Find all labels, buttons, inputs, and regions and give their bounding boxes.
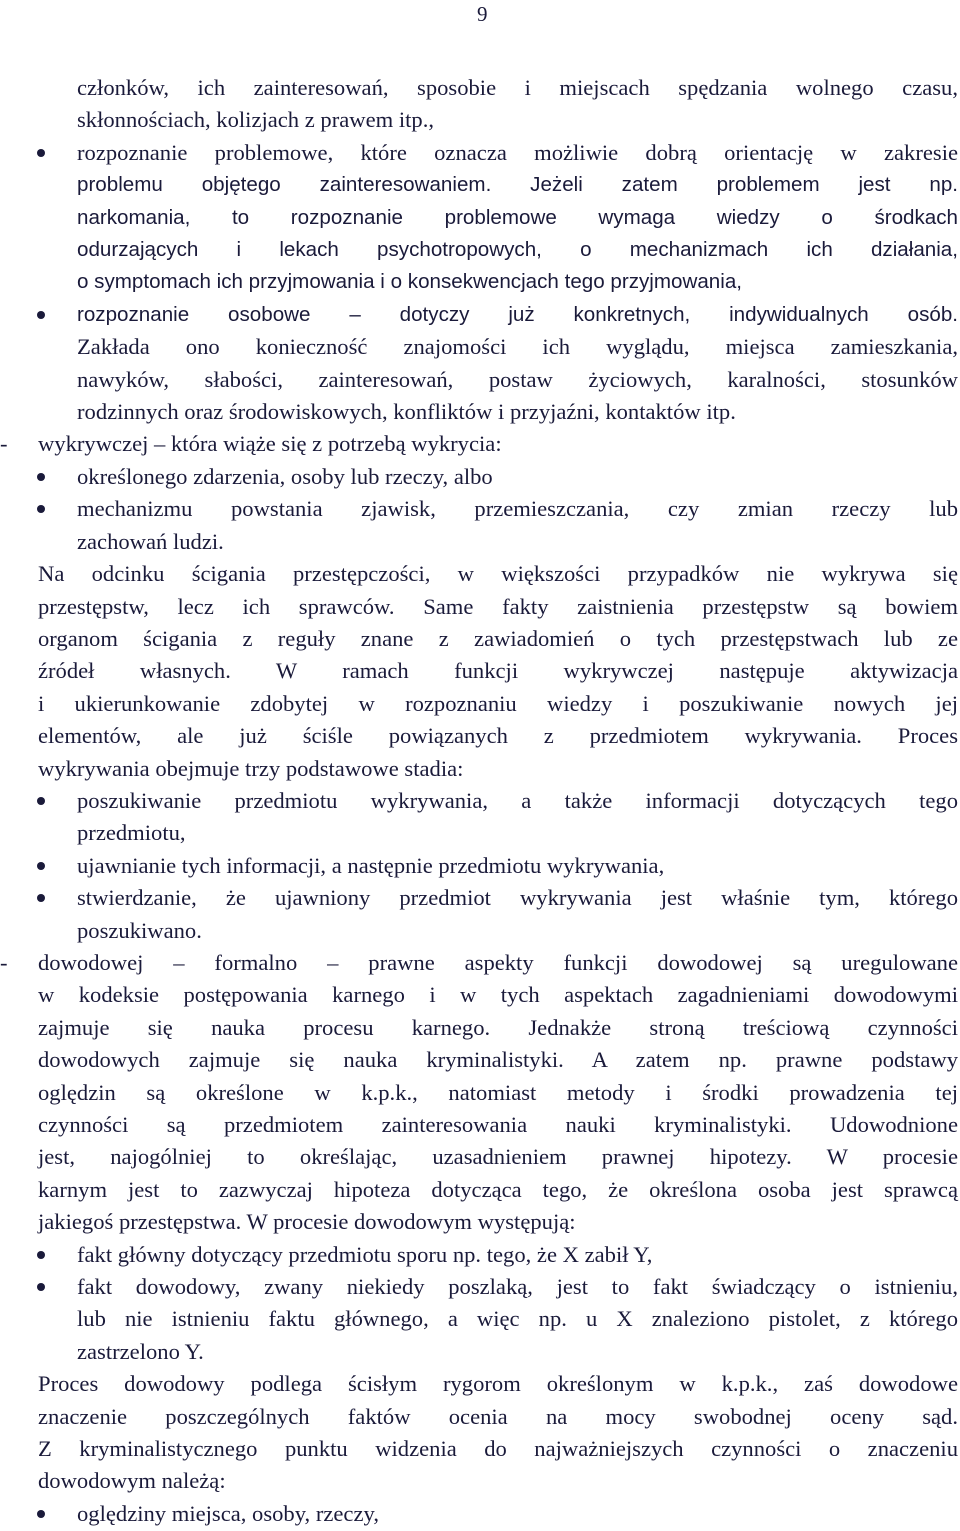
bullet-icon (37, 311, 45, 319)
text-line: w kodeksie postępowania karnego i w tych aspektach zagadnieniami dowodowymi (38, 982, 958, 1008)
text-line: Z kryminalistycznego punktu widzenia do najważniejszych czynności o znaczeniu (38, 1436, 958, 1462)
page-number: 9 (477, 2, 488, 26)
text-line: o symptomach ich przyjmowania i o konsekwencjach tego przyjmowania, (77, 270, 743, 294)
text-line: lub nie istnieniu faktu głównego, a więc np. u X znaleziono pistolet, z którego (77, 1306, 958, 1332)
text-line: dowodowych zajmuje się nauka kryminalistyki. A zatem np. prawne podstawy (38, 1047, 958, 1073)
text-line: zachowań ludzi. (77, 528, 224, 554)
text-line: zastrzelono Y. (77, 1338, 204, 1364)
text-line: jest, najogólniej to określając, uzasadnieniem prawnej hipotezy. W procesie (38, 1144, 958, 1170)
bullet-icon (37, 1251, 45, 1259)
list-item (0, 461, 958, 493)
text-line: jakiegoś przestępstwa. W procesie dowodowym występują: (38, 1209, 576, 1235)
list-item-continuation (0, 72, 958, 137)
text-line: przestępstw, lecz ich sprawców. Same fakty zaistnienia przestępstw są bowiem (38, 593, 958, 619)
list-item (0, 882, 958, 947)
bullet-icon (37, 1510, 45, 1518)
bullet-icon (37, 894, 45, 902)
text-line: znaczenie poszczególnych faktów ocenia na mocy swobodnej oceny sąd. (38, 1403, 958, 1429)
bullet-icon (37, 862, 45, 870)
list-item (0, 1498, 958, 1530)
list-item (0, 785, 958, 850)
text-line: czynności są przedmiotem zainteresowania nauki kryminalistyki. Udowodnione (38, 1112, 958, 1137)
text-line: skłonnościach, kolizjach z prawem itp., (77, 107, 434, 133)
text-line: wykrywczej – która wiąże się z potrzebą wykrycia: (38, 431, 502, 457)
list-item (0, 299, 958, 429)
bullet-icon (37, 797, 45, 805)
text-line: organom ścigania z reguły znane z zawiadomień o tych przestępstwach lub ze (38, 625, 958, 651)
text-line: karnym jest to zazwyczaj hipoteza dotycząca tego, że określona osoba jest sprawcą (38, 1176, 958, 1202)
bullet-icon (37, 149, 45, 157)
text-line: rodzinnych oraz środowiskowych, konfliktów i przyjaźni, kontaktów itp. (77, 399, 736, 425)
text-line: i ukierunkowanie zdobytej w rozpoznaniu wiedzy i poszukiwanie nowych jej (38, 690, 958, 716)
text-line: członków, ich zainteresowań, sposobie i miejscach spędzania wolnego czasu, (77, 75, 958, 100)
text-line: dowodowym należą: (38, 1468, 226, 1494)
text-line: stwierdzanie, że ujawniony przedmiot wykrywania jest właśnie tym, którego (77, 885, 958, 911)
text-line: zajmuje się nauka procesu karnego. Jednakże stroną treściową czynności (38, 1014, 958, 1040)
text-line: źródeł własnych. W ramach funkcji wykrywczej następuje aktywizacja (38, 658, 958, 684)
paragraph (0, 1368, 958, 1498)
text-line: rozpoznanie problemowe, które oznacza możliwie dobrą orientację w zakresie (77, 139, 958, 165)
dash-marker: - (0, 431, 8, 457)
text-line: elementów, ale już ściśle powiązanych z przedmiotem wykrywania. Proces (38, 723, 958, 749)
text-line: oględziny miejsca, osoby, rzeczy, (77, 1500, 379, 1526)
text-line: odurzających i lekach psychotropowych, o mechanizmach ich działania, (77, 238, 958, 262)
text-line: Proces dowodowy podlega ścisłym rygorom określonym w k.p.k., zaś dowodowe (38, 1371, 958, 1397)
text-line: ujawnianie tych informacji, a następnie przedmiotu wykrywania, (77, 852, 665, 878)
text-line: mechanizmu powstania zjawisk, przemieszczania, czy zmian rzeczy lub (77, 496, 958, 522)
text-line: rozpoznanie osobowe – dotyczy już konkretnych, indywidualnych osób. (77, 302, 958, 326)
list-item (0, 493, 958, 558)
text-line: narkomania, to rozpoznanie problemowe wymaga wiedzy o środkach (77, 205, 958, 229)
dash-item (0, 428, 958, 460)
text-line: fakt główny dotyczący przedmiotu sporu np. tego, że X zabił Y, (77, 1241, 653, 1267)
text-line: przedmiotu, (77, 820, 186, 846)
text-line: oględzin są określone w k.p.k., natomiast metody i środki prowadzenia tej (38, 1079, 958, 1105)
document-body (0, 72, 958, 1530)
text-line: poszukiwano. (77, 917, 202, 943)
text-line: problemu objętego zainteresowaniem. Jeżeli zatem problemem jest np. (77, 173, 958, 197)
text-line: poszukiwanie przedmiotu wykrywania, a także informacji dotyczących tego (77, 787, 958, 813)
dash-marker: - (0, 949, 8, 975)
bullet-icon (37, 1283, 45, 1291)
paragraph (0, 558, 958, 785)
bullet-icon (37, 505, 45, 513)
bullet-icon (37, 473, 45, 481)
list-item (0, 1271, 958, 1368)
list-item (0, 137, 958, 299)
text-line: Na odcinku ścigania przestępczości, w większości przypadków nie wykrywa się (38, 561, 958, 587)
text-line: fakt dowodowy, zwany niekiedy poszlaką, jest to fakt świadczący o istnieniu, (77, 1274, 958, 1300)
text-line: dowodowej – formalno – prawne aspekty funkcji dowodowej są uregulowane (38, 949, 958, 975)
text-line: określonego zdarzenia, osoby lub rzeczy, albo (77, 463, 493, 489)
list-item (0, 850, 958, 882)
list-item (0, 1239, 958, 1271)
text-line: Zakłada ono konieczność znajomości ich wyglądu, miejsca zamieszkania, (77, 334, 958, 360)
text-line: nawyków, słabości, zainteresowań, postaw życiowych, karalności, stosunków (77, 366, 958, 392)
dash-item (0, 947, 958, 1239)
text-line: wykrywania obejmuje trzy podstawowe stadia: (38, 755, 464, 781)
